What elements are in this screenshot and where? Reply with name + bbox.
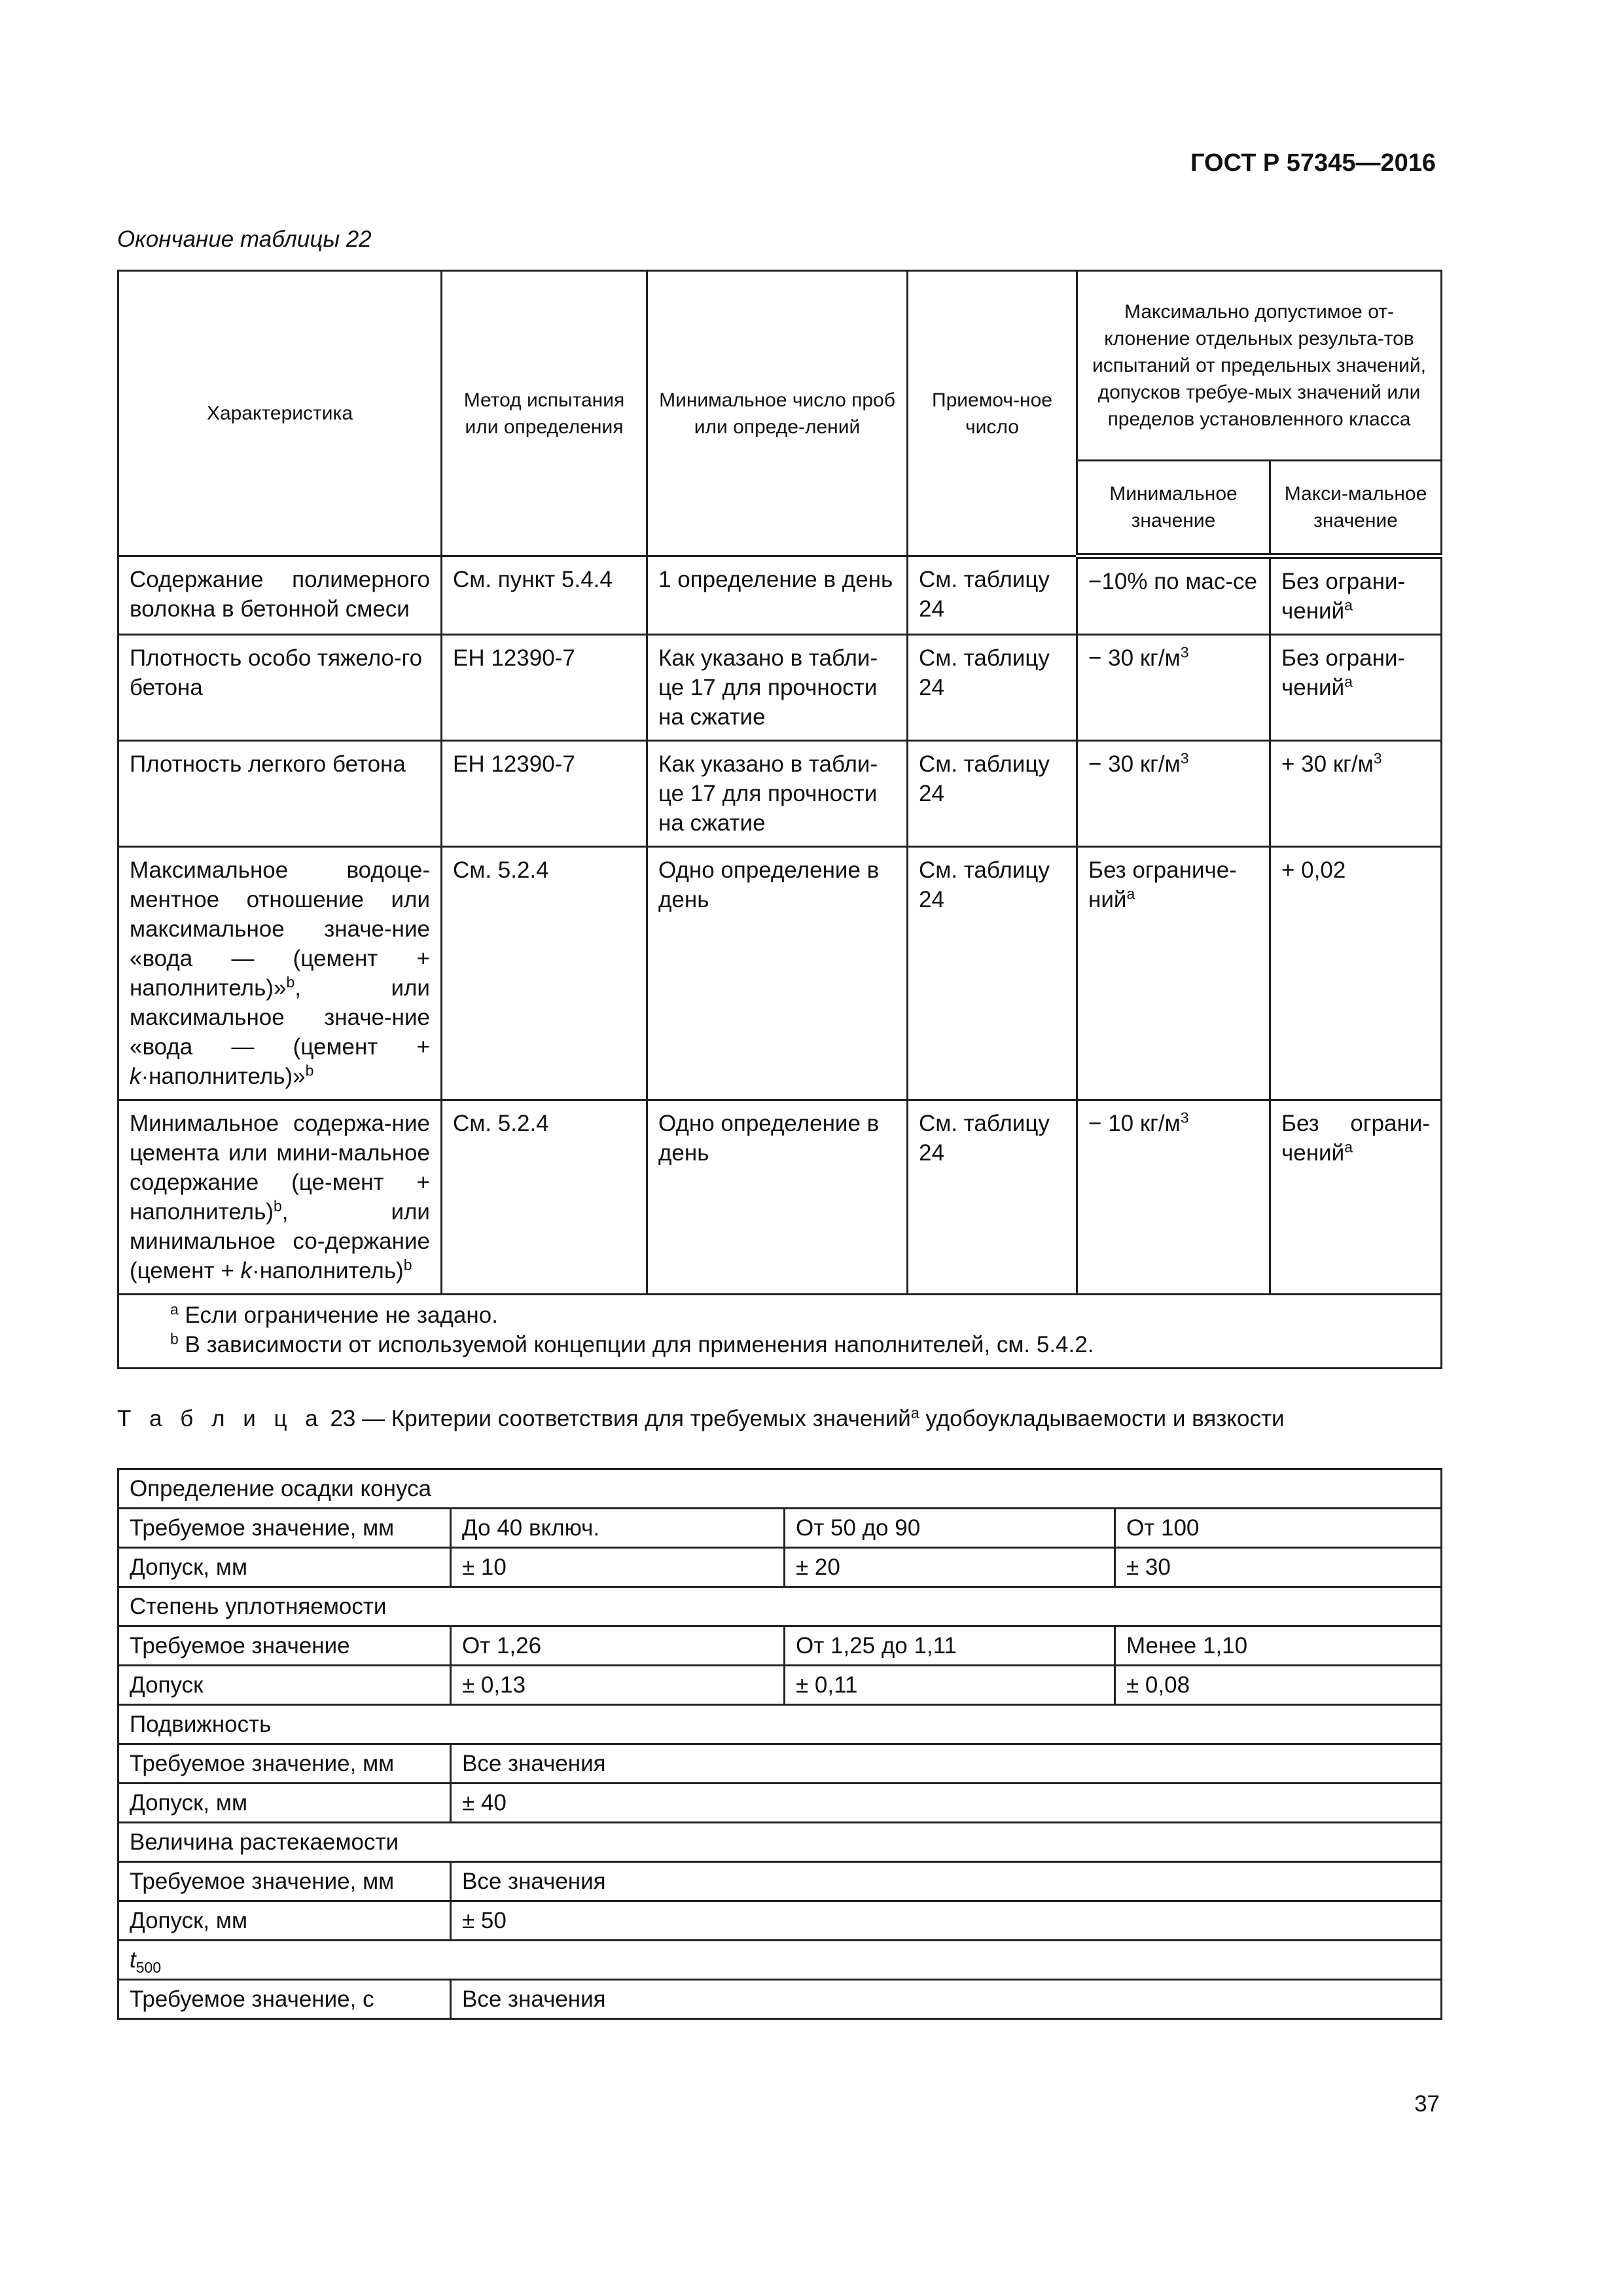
- header-method: Метод испытания или определения: [442, 271, 647, 556]
- row-value: От 50 до 90: [785, 1509, 1115, 1548]
- cell-max: Без ограни-чений$^a$: [1270, 556, 1442, 635]
- row-label: Допуск, мм: [118, 1548, 451, 1587]
- cell-acceptance: См. таблицу 24: [908, 556, 1077, 635]
- table-continuation-caption: Окончание таблицы 22: [117, 226, 372, 252]
- footnote-a: $^a$ Если ограничение не задано.: [170, 1300, 498, 1328]
- row-label: Допуск, мм: [118, 1784, 451, 1823]
- row-label: Требуемое значение, мм: [118, 1744, 451, 1784]
- row-value: ± 20: [785, 1548, 1115, 1587]
- section-row: [118, 1705, 1442, 1744]
- row-value: Все значения: [451, 1862, 1442, 1901]
- cell-characteristic: Содержание полимерного волокна в бетонной смеси: [118, 556, 442, 635]
- cell-method: См. пункт 5.4.4: [442, 556, 647, 635]
- footnote-b: $^b$ В зависимости от используемой концепции для применения наполнителей, см. 5.4.2.: [170, 1330, 1094, 1357]
- table-row: [118, 1980, 1442, 2019]
- table-row: [118, 1862, 1442, 1901]
- cell-method: См. 5.2.4: [442, 1100, 647, 1295]
- table-23-title: Т а б л и ц а 23 — Критерии соответствия для требуемых значений$^a$ удобоукладываемости и вязкости: [117, 1404, 1285, 1431]
- cell-min: − 10 $кг/м^3$: [1077, 1100, 1270, 1295]
- row-value: Менее 1,10: [1115, 1626, 1442, 1666]
- row-label: Требуемое значение: [118, 1626, 451, 1666]
- row-value: ± 40: [451, 1784, 1442, 1823]
- cell-acceptance: См. таблицу 24: [908, 635, 1077, 741]
- table-row: [118, 1744, 1442, 1784]
- header-max-deviation: Максимально допустимое от-клонение отдельных результа-тов испытаний от предельных значений, допусков требуе-мых значений или пределов установленного класса: [1077, 271, 1442, 461]
- cell-samples: Одно определение в день: [647, 1100, 908, 1295]
- table-row: [118, 1509, 1442, 1548]
- page-number: 37: [1414, 2091, 1440, 2117]
- row-value: Все значения: [451, 1980, 1442, 2019]
- cell-min: − 30 $кг/м^3$: [1077, 741, 1270, 847]
- row-value: ± 50: [451, 1901, 1442, 1941]
- cell-max: + 0,02: [1270, 847, 1442, 1100]
- table-row: [118, 1901, 1442, 1941]
- header-min-value: Минимальное значение: [1077, 461, 1270, 556]
- row-value: От 1,26: [451, 1626, 785, 1666]
- row-value: Все значения: [451, 1744, 1442, 1784]
- footnotes-row: [118, 1295, 1442, 1369]
- table-row: [118, 1784, 1442, 1823]
- row-value: ± 30: [1115, 1548, 1442, 1587]
- cell-characteristic: Плотность особо тяжело-го бетона: [118, 635, 442, 741]
- row-value: От 100: [1115, 1509, 1442, 1548]
- row-value: До 40 включ.: [451, 1509, 785, 1548]
- section-row: [118, 1823, 1442, 1862]
- table-row: [118, 1100, 1442, 1295]
- cell-samples: 1 определение в день: [647, 556, 908, 635]
- cell-min: −10% по мас-се: [1077, 556, 1270, 635]
- cell-max: Без ограни-чений$^a$: [1270, 635, 1442, 741]
- section-row: [118, 1587, 1442, 1626]
- cell-acceptance: См. таблицу 24: [908, 1100, 1077, 1295]
- table-22: [117, 270, 1442, 1369]
- table-row: [118, 847, 1442, 1100]
- header-acceptance: Приемоч-ное число: [908, 271, 1077, 556]
- section-title: Определение осадки конуса: [118, 1469, 1442, 1509]
- cell-acceptance: См. таблицу 24: [908, 741, 1077, 847]
- row-value: ± 0,13: [451, 1666, 785, 1705]
- cell-method: См. 5.2.4: [442, 847, 647, 1100]
- cell-min: − 30 $кг/м^3$: [1077, 635, 1270, 741]
- row-label: Требуемое значение, мм: [118, 1862, 451, 1901]
- section-title: $t_{500}$: [118, 1941, 1442, 1980]
- cell-characteristic: Минимальное содержа-ние цемента или мини-мальное содержание (це-мент + наполнитель)$^b$, или минимальное со-держание (цемент + k·наполнитель)$^b$: [118, 1100, 442, 1295]
- cell-characteristic: Максимальное водоце-ментное отношение или максимальное значе-ние «вода — (цемент + наполнитель)»$^b$, или максимальное значе-ние «вода — (цемент + k·наполнитель)»$^b$: [118, 847, 442, 1100]
- section-row: [118, 1469, 1442, 1509]
- cell-min: Без ограниче-ний$^a$: [1077, 847, 1270, 1100]
- cell-samples: Как указано в табли-це 17 для прочности на сжатие: [647, 741, 908, 847]
- row-label: Требуемое значение, с: [118, 1980, 451, 2019]
- row-label: Допуск, мм: [118, 1901, 451, 1941]
- cell-samples: Как указано в табли-це 17 для прочности на сжатие: [647, 635, 908, 741]
- table-23: [117, 1468, 1442, 2020]
- table-row: [118, 635, 1442, 741]
- cell-max: Без ограни-чений$^a$: [1270, 1100, 1442, 1295]
- cell-samples: Одно определение в день: [647, 847, 908, 1100]
- cell-method: ЕН 12390-7: [442, 635, 647, 741]
- cell-max: + 30 $кг/м^3$: [1270, 741, 1442, 847]
- cell-characteristic: Плотность легкого бетона: [118, 741, 442, 847]
- row-value: От 1,25 до 1,11: [785, 1626, 1115, 1666]
- header-min-samples: Минимальное число проб или опреде-лений: [647, 271, 908, 556]
- table-row: [118, 1548, 1442, 1587]
- table-row: [118, 1626, 1442, 1666]
- row-value: ± 0,08: [1115, 1666, 1442, 1705]
- section-title: Величина растекаемости: [118, 1823, 1442, 1862]
- table-row: [118, 1666, 1442, 1705]
- document-id: ГОСТ Р 57345—2016: [1190, 149, 1436, 177]
- section-title: Степень уплотняемости: [118, 1587, 1442, 1626]
- table-row: [118, 741, 1442, 847]
- cell-acceptance: См. таблицу 24: [908, 847, 1077, 1100]
- header-characteristic: Характеристика: [118, 271, 442, 556]
- table-footnotes: [118, 1295, 1442, 1369]
- table-row: [118, 556, 1442, 635]
- section-title: Подвижность: [118, 1705, 1442, 1744]
- section-row: [118, 1941, 1442, 1980]
- row-value: ± 10: [451, 1548, 785, 1587]
- row-label: Требуемое значение, мм: [118, 1509, 451, 1548]
- cell-method: ЕН 12390-7: [442, 741, 647, 847]
- row-value: ± 0,11: [785, 1666, 1115, 1705]
- header-max-value: Макси-мальное значение: [1270, 461, 1442, 556]
- row-label: Допуск: [118, 1666, 451, 1705]
